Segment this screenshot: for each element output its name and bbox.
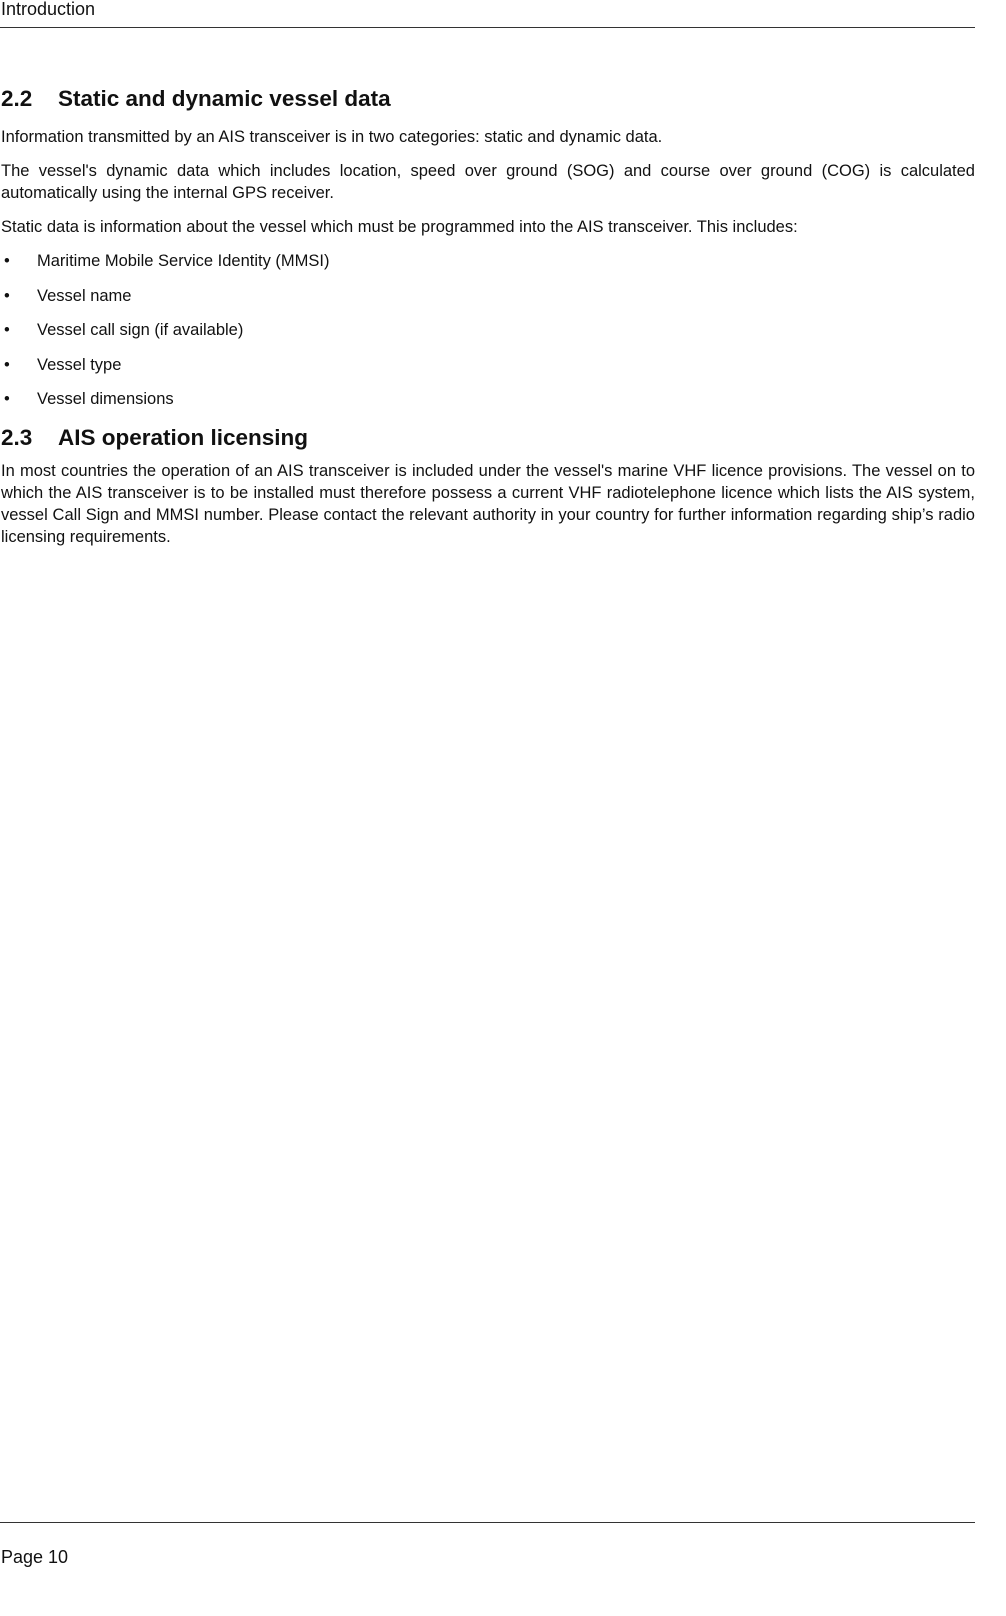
list-item-text: Vessel type bbox=[37, 355, 122, 374]
paragraph: In most countries the operation of an AIS transceiver is included under the vessel's marine VHF licence provisions. The vessel on to which the AIS transceiver is to be installed must therefore possess a current VHF radiotelephone licence which lists the AIS system, vessel Call Sign and MMSI number. Please contact the relevant authority in your country for further information regarding ship’s radio licensing requirements. bbox=[1, 461, 975, 546]
list-item-text: Vessel call sign (if available) bbox=[37, 321, 244, 339]
paragraph: Static data is information about the vessel which must be programmed into the AIS transceiver. This includes: bbox=[1, 218, 798, 236]
bullet-marker: • bbox=[4, 286, 10, 305]
list-item-text: Maritime Mobile Service Identity (MMSI) bbox=[37, 252, 330, 270]
list-item bbox=[1, 354, 975, 376]
paragraph: Information transmitted by an AIS transceiver is in two categories: static and dynamic data. bbox=[1, 128, 663, 146]
header-title: Introduction bbox=[1, 0, 96, 19]
page-footer bbox=[0, 1522, 975, 1567]
section-heading-2-2 bbox=[1, 84, 975, 114]
bullet-marker: • bbox=[4, 355, 10, 374]
list-item bbox=[1, 319, 975, 341]
section-title: Static and dynamic vessel data bbox=[58, 86, 391, 111]
page-header bbox=[0, 0, 975, 28]
list-item bbox=[1, 250, 975, 272]
paragraph: The vessel's dynamic data which includes location, speed over ground (SOG) and course over ground (COG) is calculated automatically using the internal GPS receiver. bbox=[1, 162, 975, 202]
list-item-text: Vessel dimensions bbox=[37, 390, 174, 408]
page-content bbox=[1, 84, 975, 548]
bullet-marker: • bbox=[4, 390, 10, 408]
static-data-list bbox=[1, 250, 975, 410]
section-number: 2.2 bbox=[1, 86, 33, 111]
list-item bbox=[1, 388, 975, 410]
section-title: AIS operation licensing bbox=[58, 424, 309, 450]
page-number: Page 10 bbox=[1, 1547, 69, 1567]
bullet-marker: • bbox=[4, 321, 10, 339]
bullet-marker: • bbox=[4, 252, 10, 270]
list-item-text: Vessel name bbox=[37, 286, 132, 305]
section-heading-2-3 bbox=[1, 423, 975, 453]
section-number: 2.3 bbox=[1, 424, 33, 450]
list-item bbox=[1, 285, 975, 307]
